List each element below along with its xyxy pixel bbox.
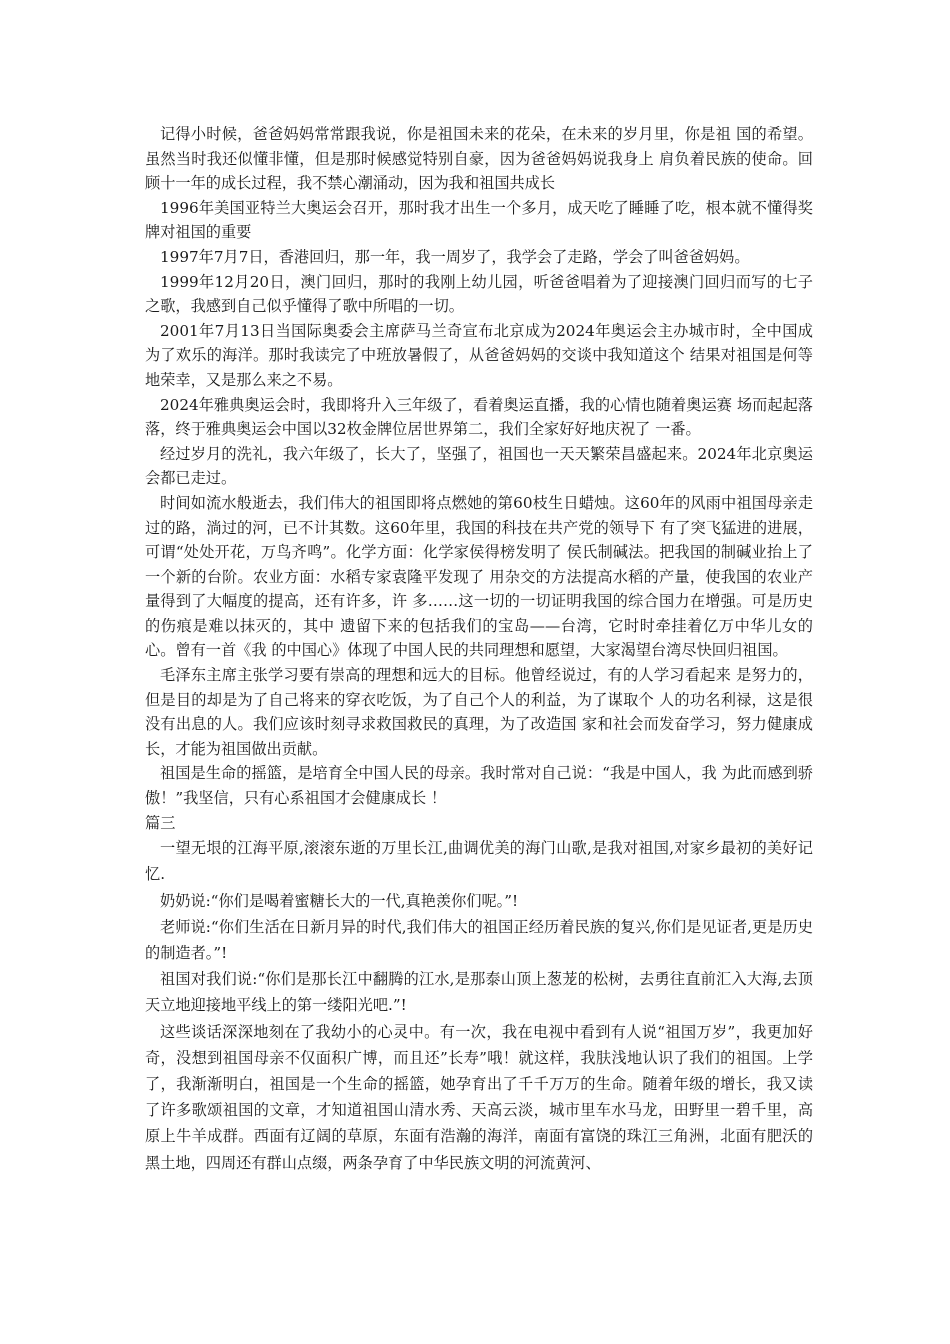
paragraph: 时间如流水般逝去，我们伟大的祖国即将点燃她的第60枝生日蜡烛。这60年的风雨中祖国母亲走过的路，淌过的河，已不计其数。这60年里，我国的科技在共产党的领导下 有了突飞猛进的进展，可谓“处处开花，万鸟齐鸣”。化学方面：化学家侯得榜发明了 侯氏制碱法。把我国的制碱业抬上了一个新的台阶。农业方面：水稻专家袁隆平发现了 用杂交的方法提高水稻的产量，使我国的农业产量得到了大幅度的提高，还有许多，许 多……这一切的一切证明我国的综合国力在增强。可是历史的伤痕是难以抹灭的，其中 遗留下来的包括我们的宝岛——台湾，它时时牵挂着亿万中华儿女的心。曾有一首《我 的中国心》体现了中国人民的共同理想和愿望，大家渴望台湾尽快回归祖国。 [145, 493, 813, 660]
paragraph: 毛泽东主席主张学习要有崇高的理想和远大的目标。他曾经说过，有的人学习看起来 是努力的，但是目的却是为了自己将来的穿衣吃饭，为了自己个人的利益，为了谋取个 人的功名利禄，这是很没有出息的人。我们应该时刻寻求救国救民的真理，为了改造国 家和社会而发奋学习，努力健康成长，才能为祖国做出贡献。 [145, 666, 813, 758]
paragraph: 1997年7月7日，香港回归，那一年，我一周岁了，我学会了走路，学会了叫爸爸妈妈。 [160, 247, 750, 266]
paragraph: 1996年美国亚特兰大奥运会召开，那时我才出生一个多月，成天吃了睡睡了吃，根本就不懂得奖牌对祖国的重要 [145, 198, 813, 242]
paragraph: 2001年7月13日当国际奥委会主席萨马兰奇宣布北京成为2024年奥运会主办城市时，全中国成为了欢乐的海洋。那时我读完了中班放暑假了，从爸爸妈妈的交谈中我知道这个 结果对祖国是何等地荣幸，又是那么来之不易。 [145, 321, 813, 389]
section-heading: 篇三 [145, 813, 176, 832]
paragraph: 祖国对我们说:“你们是那长江中翻腾的江水,是那泰山顶上葱茏的松树，去勇往直前汇入大海,去顶天立地迎接地平线上的第一缕阳光吧.”! [145, 970, 813, 1015]
paragraph: 经过岁月的洗礼，我六年级了，长大了，坚强了，祖国也一天天繁荣昌盛起来。2024年北京奥运会都已走过。 [145, 444, 813, 488]
paragraph: 祖国是生命的摇篮，是培育全中国人民的母亲。我时常对自己说：“我是中国人，我 为此而感到骄傲！”我坚信，只有心系祖国才会健康成长 ！ [145, 764, 813, 808]
paragraph: 1999年12月20日，澳门回归，那时的我刚上幼儿园，听爸爸唱着为了迎接澳门回归而写的七子之歌，我感到自己似乎懂得了歌中所唱的一切。 [145, 272, 813, 316]
paragraph: 一望无垠的江海平原,滚滚东逝的万里长江,曲调优美的海门山歌,是我对祖国,对家乡最初的美好记忆. [145, 839, 813, 884]
paragraph: 记得小时候，爸爸妈妈常常跟我说，你是祖国未来的花朵，在未来的岁月里，你是祖 国的希望。虽然当时我还似懂非懂，但是那时候感觉特别自豪，因为爸爸妈妈说我身上 肩负着民族的使命。回顾十一年的成长过程，我不禁心潮涌动，因为我和祖国共成长 [145, 125, 813, 193]
paragraph: 老师说:“你们生活在日新月异的时代,我们伟大的祖国正经历着民族的复兴,你们是见证者,更是历史的制造者。”! [145, 917, 813, 963]
paragraph: 这些谈话深深地刻在了我幼小的心灵中。有一次，我在电视中看到有人说“祖国万岁”，我更加好奇，没想到祖国母亲不仅面积广博，而且还”长寿”哦！就这样，我肤浅地认识了我们的祖国。上学了，我渐渐明白，祖国是一个生命的摇篮，她孕育出了千千万万的生命。随着年级的增长，我又读了许多歌颂祖国的文章，才知道祖国山清水秀、天高云淡，城市里车水马龙，田野里一碧千里，高原上牛羊成群。西面有辽阔的草原，东面有浩瀚的海洋，南面有富饶的珠江三角洲，北面有肥沃的黑土地，四周还有群山点缀，两条孕育了中华民族文明的河流黄河、 [145, 1022, 813, 1172]
paragraph: 2024年雅典奥运会时，我即将升入三年级了，看着奥运直播，我的心情也随着奥运赛 场而起起落落，终于雅典奥运会中国以32枚金牌位居世界第二，我们全家好好地庆祝了 一番。 [145, 395, 813, 439]
document-page [145, 122, 813, 1176]
paragraph: 奶奶说:“你们是喝着蜜糖长大的一代,真艳羡你们呢。”! [160, 891, 519, 910]
